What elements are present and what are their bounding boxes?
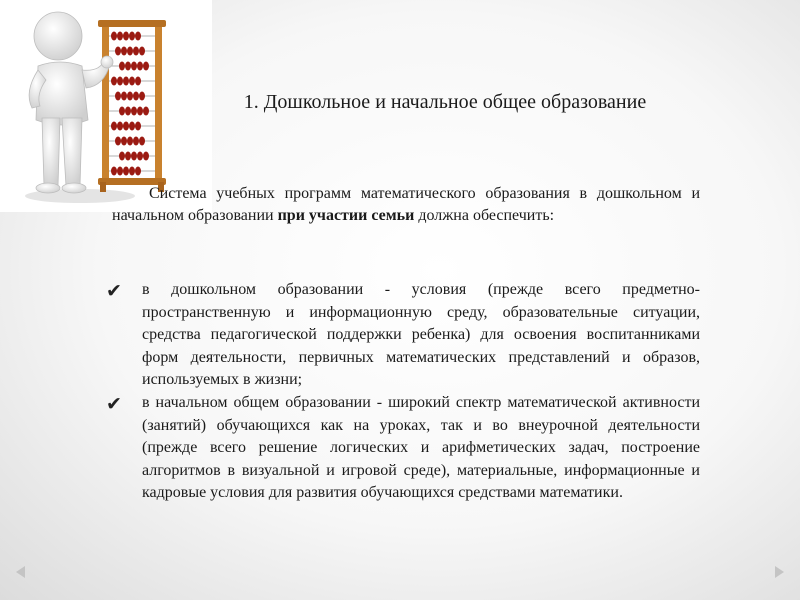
illustration-person-abacus <box>0 0 212 212</box>
person-with-abacus-icon <box>0 0 212 212</box>
list-item <box>103 392 700 505</box>
bullet-text: в дошкольном образовании - условия (прежде всего предметно-пространственную и информационную среду, образовательные ситуации, средства педагогической поддержки ребенка) для освоения воспитанниками форм деятельности, первичных математических представлений и образов, используемых в жизни; <box>142 281 700 389</box>
bullet-list <box>103 279 700 505</box>
list-item <box>103 279 700 392</box>
intro-bold-phrase: при участии семьи <box>277 207 415 224</box>
intro-text-end: должна обеспечить: <box>414 207 555 224</box>
checkmark-icon: ✔ <box>106 280 122 302</box>
slide-title: 1. Дошкольное и начальное общее образование <box>243 91 647 113</box>
intro-paragraph <box>112 183 700 227</box>
prev-slide-arrow-icon[interactable] <box>16 566 25 578</box>
checkmark-icon: ✔ <box>106 392 122 415</box>
next-slide-arrow-icon[interactable] <box>775 566 784 578</box>
intro-text-start: Система учебных программ математического образования в дошкольном и начальном образовании <box>112 185 700 224</box>
bullet-text: в начальном общем образовании - широкий спектр математической активности (занятий) обучающихся как на уроках, так и во внеурочной деятельности (прежде всего решение логических и арифметических задач, построение алгоритмов в визуальной и игровой среде), материальные, информационные и кадровые условия для развития обучающихся средствами математики. <box>142 393 700 502</box>
